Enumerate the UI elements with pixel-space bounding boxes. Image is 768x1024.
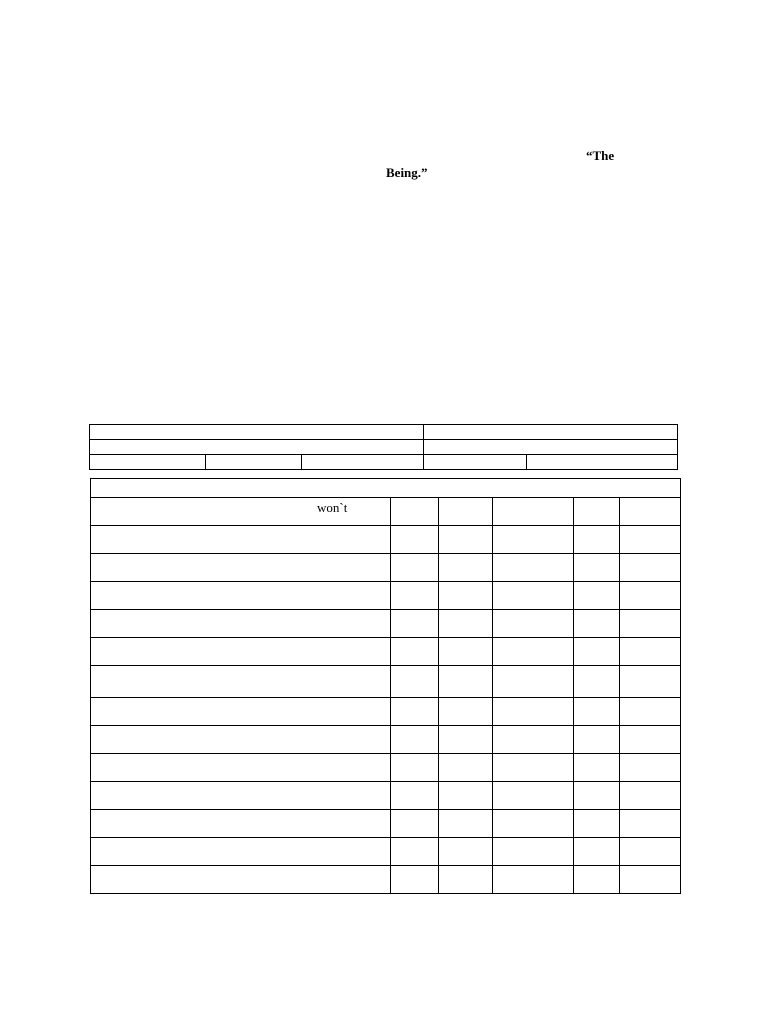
check-cell — [439, 666, 493, 698]
row-label-text: won`t — [317, 500, 348, 515]
table-row — [91, 838, 681, 866]
header-info-table — [89, 424, 678, 470]
table-row — [91, 638, 681, 666]
check-cell — [574, 638, 620, 666]
check-cell — [620, 782, 681, 810]
check-cell — [439, 610, 493, 638]
check-cell — [439, 838, 493, 866]
row-label-cell — [91, 754, 391, 782]
check-cell — [391, 554, 439, 582]
row-label-cell — [91, 582, 391, 610]
row-label-cell — [91, 726, 391, 754]
check-cell — [620, 666, 681, 698]
check-cell — [574, 810, 620, 838]
check-cell — [493, 666, 574, 698]
check-cell — [620, 838, 681, 866]
check-cell — [493, 754, 574, 782]
header-cell — [424, 440, 678, 455]
check-cell — [574, 838, 620, 866]
header-cell — [90, 455, 206, 470]
check-cell — [493, 554, 574, 582]
check-cell — [391, 610, 439, 638]
check-cell — [493, 810, 574, 838]
quote-fragment-being: Being.” — [386, 165, 428, 180]
table-row — [91, 698, 681, 726]
row-label-cell — [91, 638, 391, 666]
table-row — [91, 754, 681, 782]
check-cell — [620, 698, 681, 726]
check-cell — [574, 698, 620, 726]
check-cell — [439, 810, 493, 838]
table-row — [91, 610, 681, 638]
checklist-table — [90, 478, 681, 894]
row-label-cell — [91, 782, 391, 810]
check-cell — [493, 526, 574, 554]
header-cell — [90, 440, 424, 455]
check-cell — [439, 526, 493, 554]
row-label-cell — [91, 666, 391, 698]
check-cell — [439, 698, 493, 726]
check-cell — [391, 838, 439, 866]
check-cell — [574, 726, 620, 754]
table-row — [91, 526, 681, 554]
check-cell — [493, 838, 574, 866]
check-cell — [574, 866, 620, 894]
row-label-cell — [91, 498, 391, 526]
check-cell — [574, 582, 620, 610]
row-label-cell — [91, 610, 391, 638]
check-cell — [391, 698, 439, 726]
check-cell — [620, 610, 681, 638]
header-table-row — [90, 440, 678, 455]
check-cell — [574, 498, 620, 526]
row-label-cell — [91, 698, 391, 726]
table-row — [91, 726, 681, 754]
check-cell — [493, 582, 574, 610]
check-cell — [493, 782, 574, 810]
table-row — [91, 554, 681, 582]
table-title-row — [91, 479, 681, 498]
check-cell — [493, 610, 574, 638]
check-cell — [439, 754, 493, 782]
row-label-cell — [91, 866, 391, 894]
check-cell — [391, 526, 439, 554]
header-cell — [424, 455, 527, 470]
check-cell — [620, 582, 681, 610]
check-cell — [493, 698, 574, 726]
check-cell — [391, 810, 439, 838]
header-cell — [206, 455, 302, 470]
check-cell — [493, 866, 574, 894]
check-cell — [620, 554, 681, 582]
check-cell — [493, 726, 574, 754]
check-cell — [391, 754, 439, 782]
row-label-cell — [91, 838, 391, 866]
header-cell — [424, 425, 678, 440]
table-row — [91, 582, 681, 610]
check-cell — [620, 810, 681, 838]
check-cell — [620, 754, 681, 782]
check-cell — [439, 582, 493, 610]
header-cell — [90, 425, 424, 440]
row-label-cell — [91, 810, 391, 838]
check-cell — [439, 638, 493, 666]
table-row — [91, 782, 681, 810]
check-cell — [574, 554, 620, 582]
check-cell — [391, 866, 439, 894]
check-cell — [574, 666, 620, 698]
check-cell — [391, 726, 439, 754]
check-cell — [439, 498, 493, 526]
check-cell — [439, 866, 493, 894]
check-cell — [493, 498, 574, 526]
table-title-cell — [91, 479, 681, 498]
check-cell — [574, 610, 620, 638]
check-cell — [620, 866, 681, 894]
row-label-cell — [91, 554, 391, 582]
check-cell — [391, 582, 439, 610]
table-row — [91, 498, 681, 526]
table-row — [91, 866, 681, 894]
check-cell — [391, 782, 439, 810]
check-cell — [574, 782, 620, 810]
check-cell — [439, 726, 493, 754]
check-cell — [620, 638, 681, 666]
check-cell — [391, 498, 439, 526]
table-row — [91, 810, 681, 838]
check-cell — [493, 638, 574, 666]
check-cell — [391, 666, 439, 698]
check-cell — [620, 526, 681, 554]
check-cell — [574, 526, 620, 554]
check-cell — [574, 754, 620, 782]
check-cell — [439, 554, 493, 582]
header-cell — [527, 455, 678, 470]
check-cell — [439, 782, 493, 810]
table-row — [91, 666, 681, 698]
header-table-row — [90, 425, 678, 440]
header-cell — [302, 455, 424, 470]
check-cell — [620, 498, 681, 526]
check-cell — [391, 638, 439, 666]
header-table-row — [90, 455, 678, 470]
quote-fragment-the: “The — [586, 148, 615, 163]
row-label-cell — [91, 526, 391, 554]
check-cell — [620, 726, 681, 754]
